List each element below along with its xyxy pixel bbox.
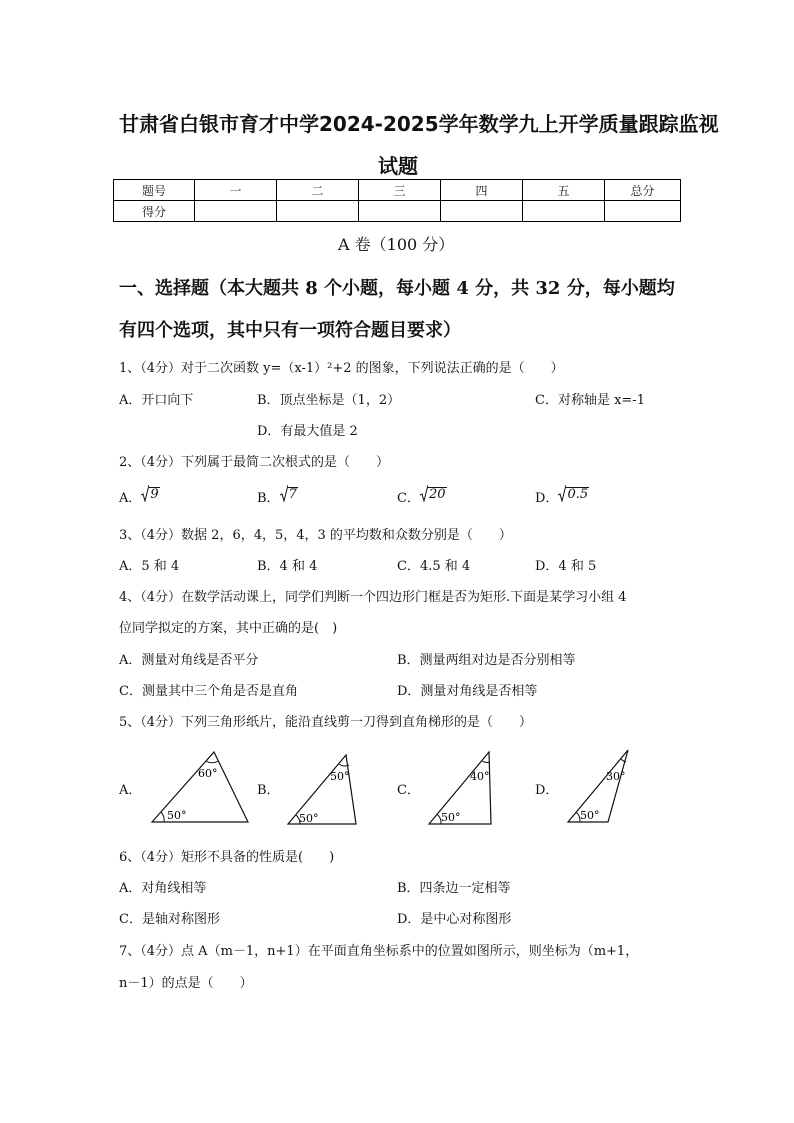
angle-label-top: 50° <box>330 770 350 783</box>
score-input-4[interactable] <box>441 201 523 222</box>
score-table-header-row <box>114 180 681 201</box>
score-table-score-row <box>114 201 681 222</box>
angle-label-top: 60° <box>198 767 218 780</box>
question-6-stem: 6、（4分）矩形不具备的性质是( ) <box>119 850 335 865</box>
section-1-heading-line1: 一、选择题（本大题共 8 个小题，每小题 4 分，共 32 分，每小题均 <box>119 278 675 299</box>
triangle-figure-d <box>566 748 632 824</box>
score-cell-score-label: 得分 <box>114 201 195 222</box>
document-title-line2: 试题 <box>378 154 418 178</box>
question-1-option-b[interactable]: B．顶点坐标是（1，2） <box>257 393 401 408</box>
question-1-option-d[interactable]: D．有最大值是 2 <box>257 424 358 439</box>
question-5-option-b-label[interactable]: B． <box>257 783 280 798</box>
option-label: A． <box>119 491 142 506</box>
question-1-option-c[interactable]: C．对称轴是 x=-1 <box>535 393 645 408</box>
score-cell-section-3: 三 <box>359 180 441 201</box>
question-6-option-a[interactable]: A．对角线相等 <box>119 881 207 896</box>
radical-sign-icon <box>141 484 149 502</box>
angle-label-bottom: 50° <box>167 809 187 822</box>
section-1-heading-line2: 有四个选项，其中只有一项符合题目要求） <box>119 320 461 341</box>
option-label: C． <box>397 491 420 506</box>
score-cell-total: 总分 <box>605 180 681 201</box>
score-input-5[interactable] <box>523 201 605 222</box>
question-2-option-c[interactable] <box>397 484 447 506</box>
triangle-figure-b <box>286 752 358 826</box>
question-7-stem-line1: 7、（4分）点 A（m－1，n+1）在平面直角坐标系中的位置如图所示，则坐标为（m+1， <box>119 944 639 959</box>
question-2-option-a[interactable] <box>119 484 160 506</box>
angle-label-bottom: 50° <box>441 811 461 824</box>
score-cell-section-1: 一 <box>195 180 277 201</box>
sqrt-expression <box>280 484 298 502</box>
question-2-option-d[interactable] <box>535 484 589 506</box>
question-4-option-a[interactable]: A．测量对角线是否平分 <box>119 653 259 668</box>
option-label: D． <box>535 491 559 506</box>
question-5-stem: 5、（4分）下列三角形纸片，能沿直线剪一刀得到直角梯形的是（ ） <box>119 715 533 730</box>
score-input-3[interactable] <box>359 201 441 222</box>
question-6-option-b[interactable]: B．四条边一定相等 <box>397 881 511 896</box>
score-cell-section-5: 五 <box>523 180 605 201</box>
question-4-option-d[interactable]: D．测量对角线是否相等 <box>397 684 538 699</box>
score-cell-section-4: 四 <box>441 180 523 201</box>
radicand: 20 <box>428 487 446 502</box>
part-a-heading: A 卷（100 分） <box>338 235 455 254</box>
question-4-stem-line2: 位同学拟定的方案，其中正确的是( ) <box>119 621 338 636</box>
score-input-total[interactable] <box>605 201 681 222</box>
question-3-stem: 3、（4分）数据 2，6，4，5，4，3 的平均数和众数分别是（ ） <box>119 528 512 543</box>
question-3-option-c[interactable]: C．4.5 和 4 <box>397 559 471 574</box>
question-7-stem-line2: n－1）的点是（ ） <box>119 976 253 991</box>
score-table <box>113 179 681 222</box>
score-input-1[interactable] <box>195 201 277 222</box>
angle-label-bottom: 50° <box>580 809 600 822</box>
triangle-figure-a <box>150 748 250 826</box>
question-1-option-a[interactable]: A．开口向下 <box>119 393 194 408</box>
radicand: 0.5 <box>567 487 589 502</box>
question-1-stem: 1、（4分）对于二次函数 y=（x-1）²+2 的图象，下列说法正确的是（ ） <box>119 361 564 376</box>
score-cell-label: 题号 <box>114 180 195 201</box>
triangle-figure-c <box>427 750 495 826</box>
radical-sign-icon <box>558 484 566 502</box>
radicand: 9 <box>150 487 159 502</box>
radicand: 7 <box>288 487 297 502</box>
angle-label-top: 30° <box>606 770 626 783</box>
question-4-option-c[interactable]: C．测量其中三个角是否是直角 <box>119 684 298 699</box>
question-3-option-d[interactable]: D．4 和 5 <box>535 559 597 574</box>
question-6-option-d[interactable]: D．是中心对称图形 <box>397 912 512 927</box>
question-5-option-d-label[interactable]: D． <box>535 783 559 798</box>
option-label: B． <box>257 491 280 506</box>
question-3-option-a[interactable]: A．5 和 4 <box>119 559 180 574</box>
question-5-option-a-label[interactable]: A． <box>119 783 142 798</box>
question-2-stem: 2、（4分）下列属于最简二次根式的是（ ） <box>119 455 390 470</box>
question-3-option-b[interactable]: B．4 和 4 <box>257 559 318 574</box>
question-2-option-b[interactable] <box>257 484 298 506</box>
question-5-option-c-label[interactable]: C． <box>397 783 420 798</box>
sqrt-expression <box>420 484 447 502</box>
question-4-stem-line1: 4、（4分）在数学活动课上，同学们判断一个四边形门框是否为矩形.下面是某学习小组 4 <box>119 590 627 605</box>
sqrt-expression <box>558 484 589 502</box>
sqrt-expression <box>141 484 159 502</box>
document-title-line1: 甘肃省白银市育才中学2024-2025学年数学九上开学质量跟踪监视 <box>119 112 719 136</box>
question-4-option-b[interactable]: B．测量两组对边是否分别相等 <box>397 653 576 668</box>
angle-label-top: 40° <box>470 770 490 783</box>
radical-sign-icon <box>420 484 428 502</box>
question-6-option-c[interactable]: C．是轴对称图形 <box>119 912 220 927</box>
radical-sign-icon <box>280 484 288 502</box>
score-input-2[interactable] <box>277 201 359 222</box>
angle-label-bottom: 50° <box>299 812 319 825</box>
score-cell-section-2: 二 <box>277 180 359 201</box>
